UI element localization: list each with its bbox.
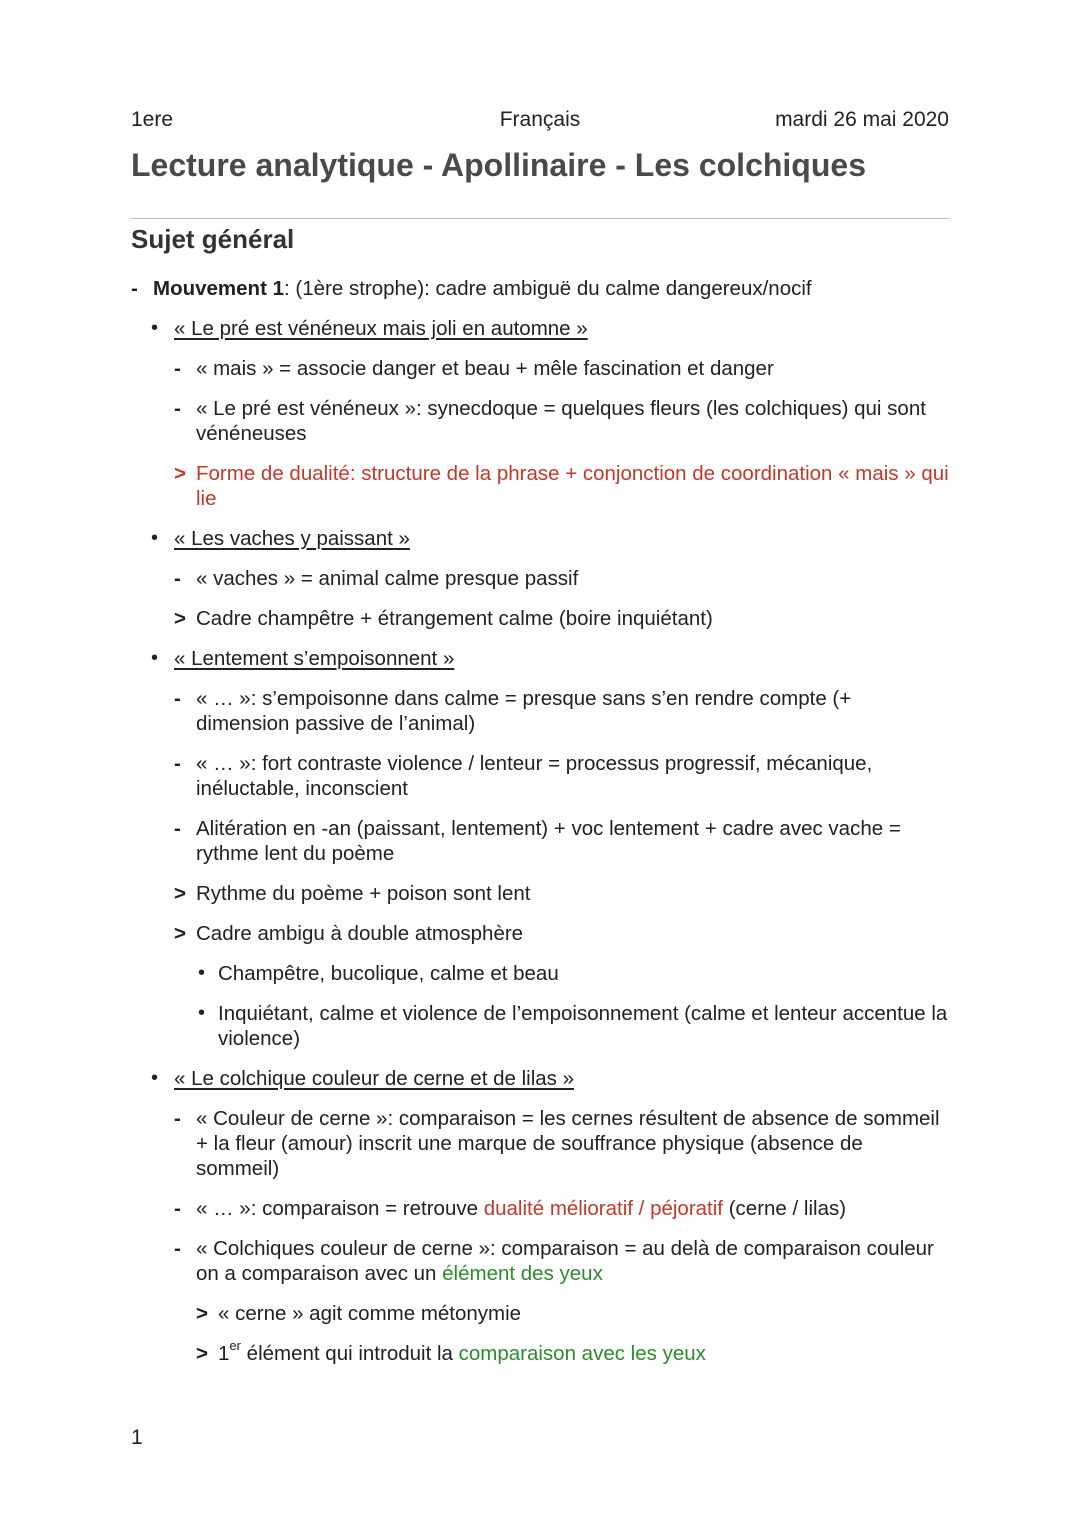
quote-text: « Le colchique couleur de cerne et de lilas » <box>174 1067 575 1090</box>
movement-line <box>0 276 1080 301</box>
sub-bullet-text: Champêtre, bucolique, calme et beau <box>218 962 559 985</box>
quote-item <box>0 1066 1080 1091</box>
bullet-marker: • <box>151 527 159 549</box>
analysis-item <box>0 1196 1080 1221</box>
conclusion-item <box>0 606 1080 631</box>
arrow-marker: > <box>196 1302 208 1325</box>
dash-marker: - <box>174 1197 181 1220</box>
section-heading: Sujet général <box>131 224 295 254</box>
dash-marker: - <box>174 397 181 420</box>
dash-marker: - <box>174 1237 181 1260</box>
arrow-marker: > <box>174 607 186 630</box>
conclusion-item <box>0 921 1080 946</box>
analysis-text-prefix: « … »: comparaison = retrouve <box>196 1197 484 1220</box>
bullet-marker: • <box>151 317 159 339</box>
highlight-green: élément des yeux <box>442 1262 603 1285</box>
movement-text: : (1ère strophe): cadre ambiguë du calme dangereux/nocif <box>284 277 812 300</box>
highlight-green: comparaison avec les yeux <box>458 1342 706 1365</box>
analysis-text: « Couleur de cerne »: comparaison = les cernes résultent de absence de sommeil + la fleur (amour) inscrit une marque de souffrance physique (absence de sommeil) <box>196 1107 940 1180</box>
analysis-item <box>0 686 1080 736</box>
arrow-marker: > <box>174 922 186 945</box>
quote-item <box>0 646 1080 671</box>
dash-marker: - <box>131 277 138 300</box>
analysis-text: « mais » = associe danger et beau + mêle fascination et danger <box>196 357 774 380</box>
analysis-item <box>0 1106 1080 1181</box>
dash-marker: - <box>174 1107 181 1130</box>
page-number: 1 <box>131 1426 143 1449</box>
analysis-text-prefix: « Colchiques couleur de cerne »: comparaison = au delà de comparaison couleur on a comparaison avec un <box>196 1237 934 1285</box>
dash-marker: - <box>174 357 181 380</box>
conclusion-item <box>0 881 1080 906</box>
analysis-text: « … »: fort contraste violence / lenteur = processus progressif, mécanique, inéluctable, inconscient <box>196 752 873 800</box>
highlight-red: dualité mélioratif / péjoratif <box>483 1197 724 1220</box>
dash-marker: - <box>174 752 181 775</box>
header-subject: Français <box>499 108 581 131</box>
arrow-marker: > <box>174 462 186 485</box>
conclusion-text: Forme de dualité: structure de la phrase + conjonction de coordination « mais » qui lie <box>196 462 949 510</box>
ordinal-suffix: er <box>229 1338 241 1354</box>
quote-text: « Lentement s’empoisonnent » <box>174 647 455 670</box>
page-title: Lecture analytique - Apollinaire - Les colchiques <box>131 147 866 183</box>
conclusion-text: Cadre champêtre + étrangement calme (boire inquiétant) <box>196 607 713 630</box>
analysis-item <box>0 356 1080 381</box>
ordinal-number: 1 <box>218 1342 230 1365</box>
arrow-marker: > <box>196 1342 208 1365</box>
analysis-text: « Le pré est vénéneux »: synecdoque = quelques fleurs (les colchiques) qui sont vénéneuses <box>196 397 926 445</box>
movement-label: Mouvement 1 <box>153 277 284 300</box>
conclusion-text: Cadre ambigu à double atmosphère <box>196 922 524 945</box>
analysis-item <box>0 396 1080 446</box>
sub-bullet-item <box>0 961 1080 986</box>
quote-text: « Le pré est vénéneux mais joli en automne » <box>174 317 588 340</box>
bullet-marker: • <box>198 1002 206 1024</box>
conclusion-text: « cerne » agit comme métonymie <box>218 1302 522 1325</box>
dash-marker: - <box>174 817 181 840</box>
notes-content <box>0 276 1080 1381</box>
conclusion-item <box>0 461 1080 511</box>
sub-bullet-text: Inquiétant, calme et violence de l’empoisonnement (calme et lenteur accentue la violence) <box>218 1002 948 1050</box>
header-date: mardi 26 mai 2020 <box>775 108 949 131</box>
conclusion-text-prefix: élément qui introduit la <box>240 1342 459 1365</box>
bullet-marker: • <box>198 962 206 984</box>
bullet-marker: • <box>151 647 159 669</box>
analysis-text: « … »: s’empoisonne dans calme = presque sans s’en rendre compte (+ dimension passive de l’animal) <box>196 687 852 735</box>
bullet-marker: • <box>151 1067 159 1089</box>
analysis-text-suffix: (cerne / lilas) <box>723 1197 847 1220</box>
quote-item <box>0 316 1080 341</box>
conclusion-item <box>0 1301 1080 1326</box>
analysis-item <box>0 1236 1080 1286</box>
title-divider <box>131 218 949 219</box>
dash-marker: - <box>174 687 181 710</box>
analysis-item <box>0 751 1080 801</box>
quote-text: « Les vaches y paissant » <box>174 527 410 550</box>
analysis-item <box>0 566 1080 591</box>
analysis-text: Alitération en -an (paissant, lentement) + voc lentement + cadre avec vache = rythme lent du poème <box>196 817 901 865</box>
analysis-text: « vaches » = animal calme presque passif <box>196 567 579 590</box>
analysis-item <box>0 816 1080 866</box>
arrow-marker: > <box>174 882 186 905</box>
sub-bullet-item <box>0 1001 1080 1051</box>
header-level: 1ere <box>131 108 174 131</box>
dash-marker: - <box>174 567 181 590</box>
conclusion-text: Rythme du poème + poison sont lent <box>196 882 531 905</box>
conclusion-item <box>0 1338 1080 1366</box>
quote-item <box>0 526 1080 551</box>
